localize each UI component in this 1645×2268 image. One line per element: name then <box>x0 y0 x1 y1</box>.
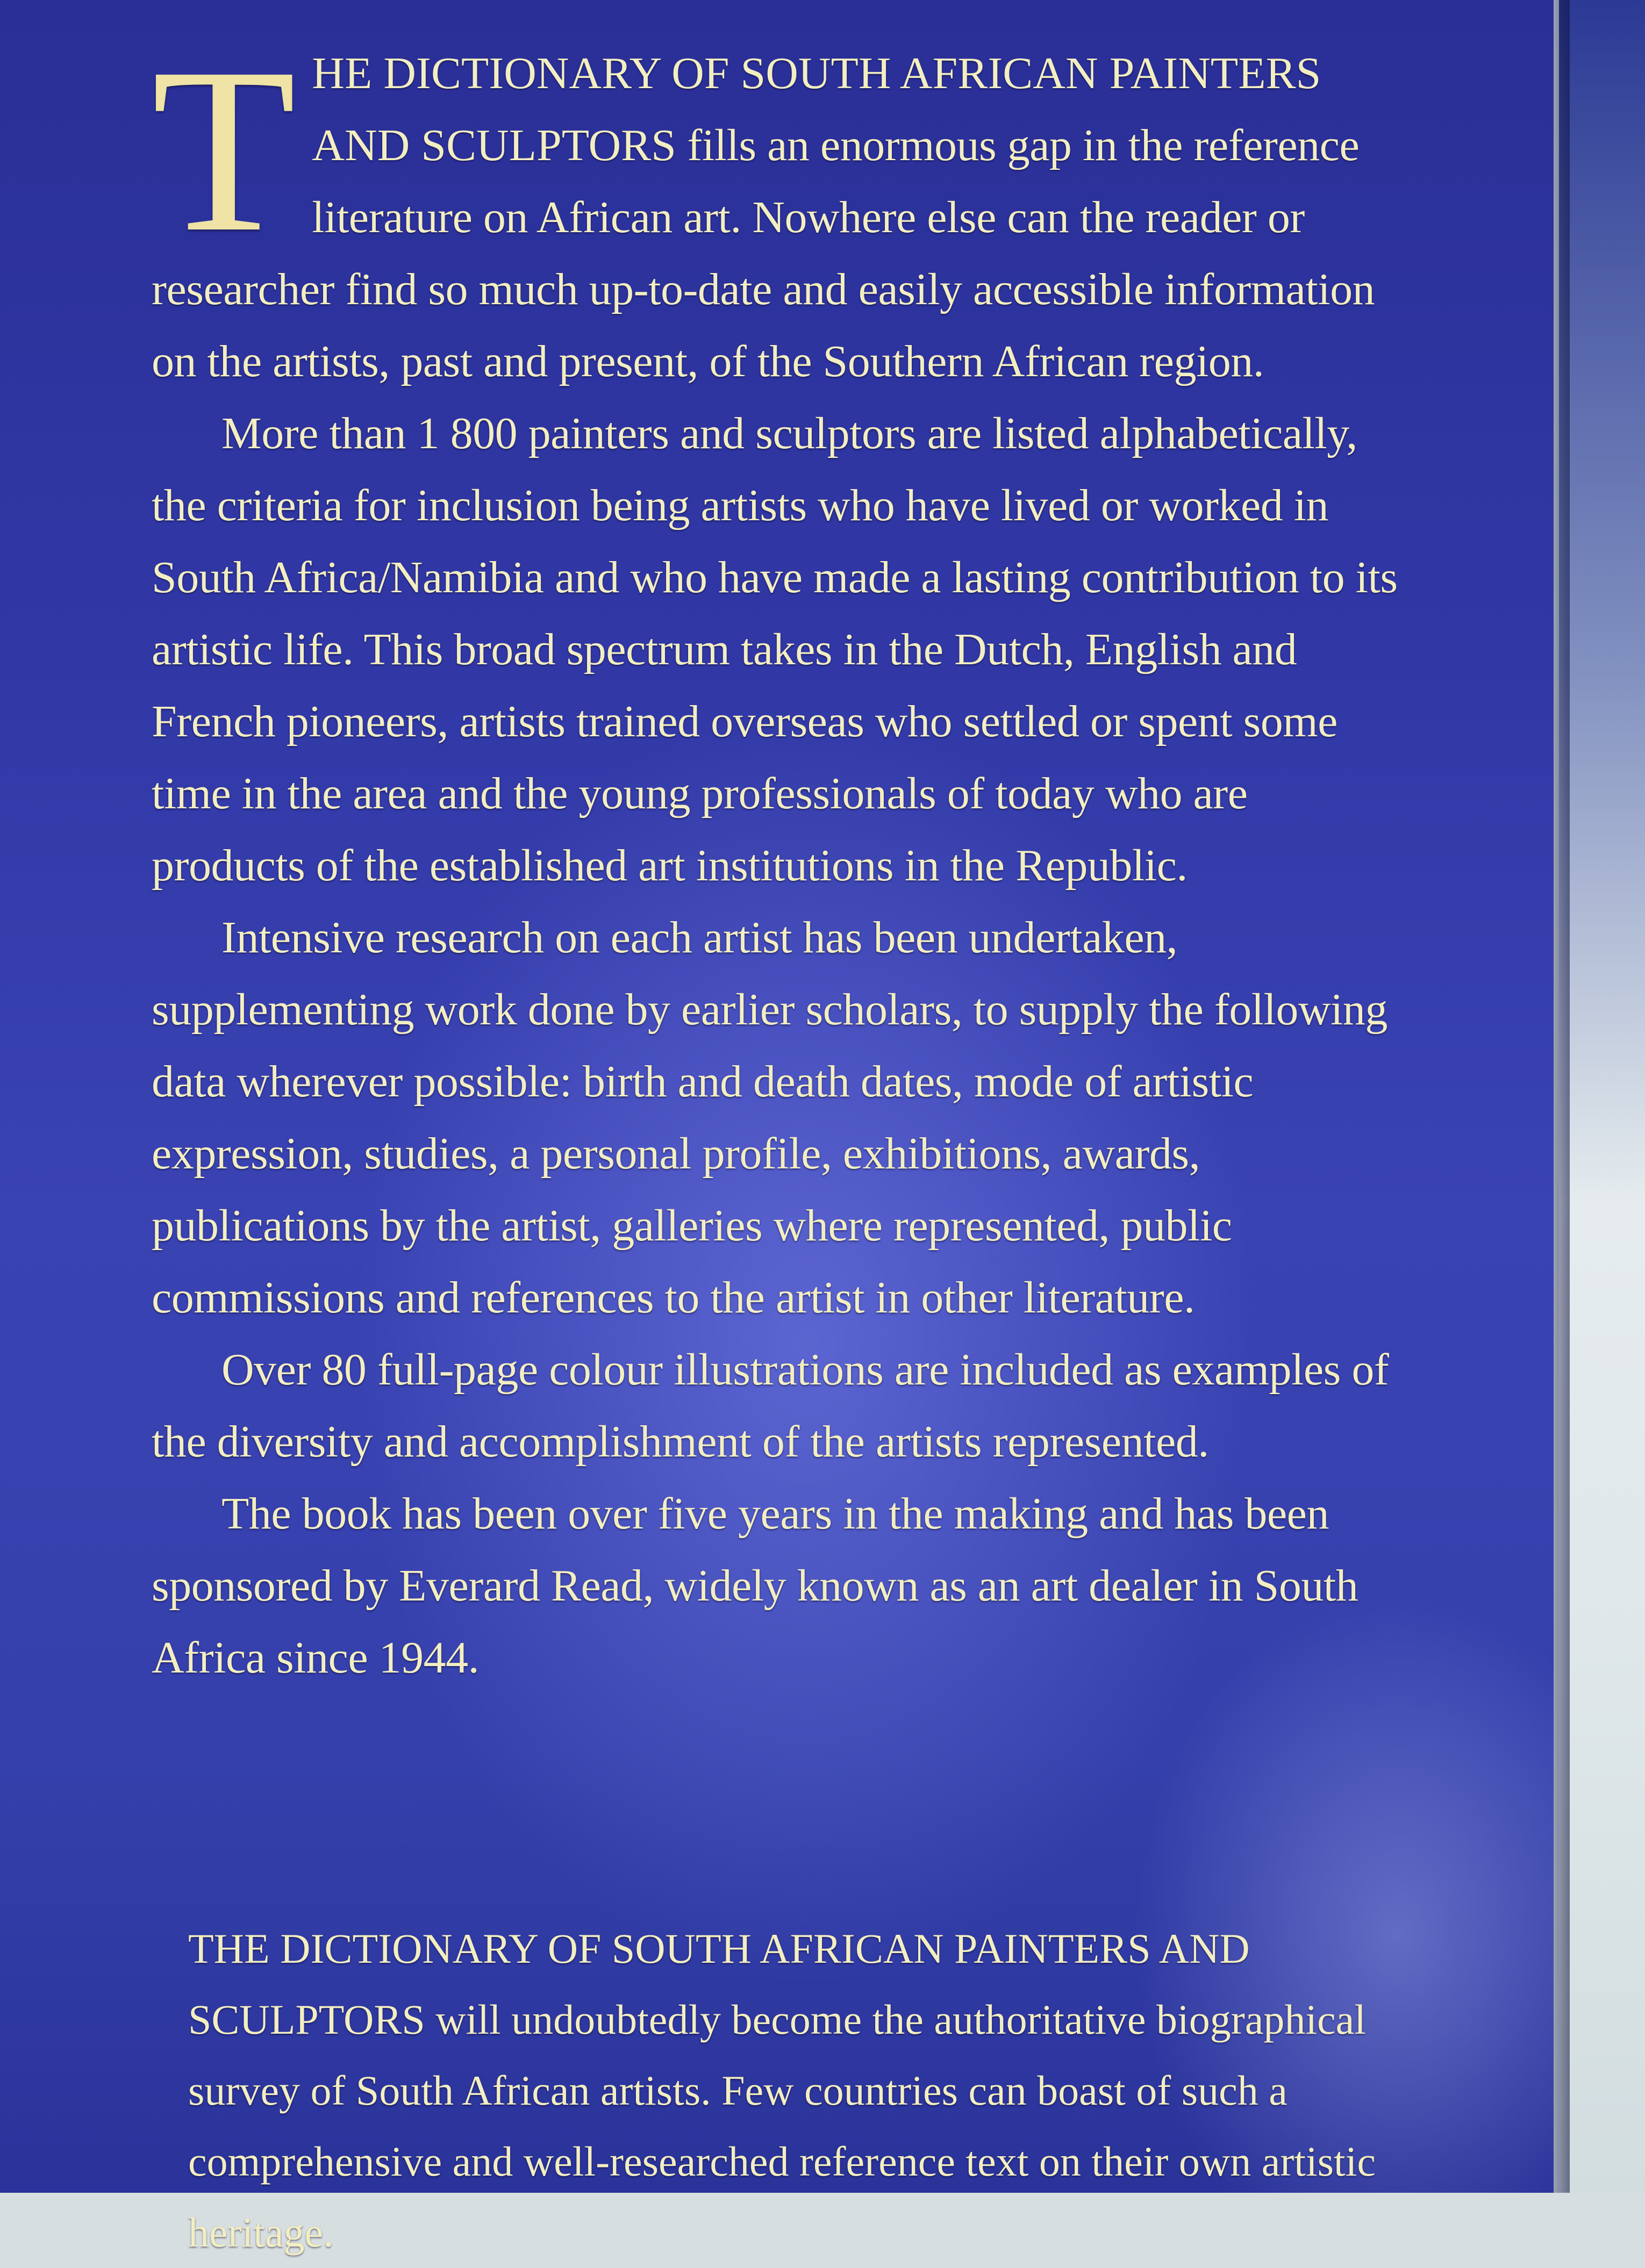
blurb-paragraph-4 <box>152 1334 1399 1478</box>
book-title-lead: HE DICTIONARY OF SOUTH AFRICAN PAINTERS AND SCULPTORS <box>312 48 1321 170</box>
closing-statement <box>188 1913 1451 2268</box>
closing-paragraph <box>188 1913 1451 2268</box>
blurb-paragraph-3 <box>152 902 1399 1334</box>
paragraph-text: Over 80 full-page colour illustrations are included as examples of the diversity and accomplishment of the artists represented. <box>152 1345 1389 1467</box>
paragraph-text: The book has been over five years in the making and has been sponsored by Everard Read, widely known as an art dealer in South Africa since 1944. <box>152 1489 1358 1683</box>
blurb-paragraph-1 <box>152 19 1399 398</box>
background-edge <box>1559 0 1645 2193</box>
blurb-paragraph-2 <box>152 398 1399 902</box>
drop-cap-letter: T <box>152 19 296 281</box>
paragraph-text: will undoubtedly become the authoritative biographical survey of South African artists. Few countries can boast of such a comprehensive and well-researched reference text on their own artistic heritage. <box>188 1996 1376 2256</box>
paragraph-text: Intensive research on each artist has been undertaken, supplementing work done by earlier scholars, to supply the following data wherever possible: birth and death dates, mode of artistic expression, studies, a personal profile, exhibitions, awards, publications by the artist, galleries where represented, public commissions and references to the artist in other literature. <box>152 913 1387 1323</box>
paragraph-text: More than 1 800 painters and sculptors are listed alphabetically, the criteria for inclusion being artists who have lived or worked in South Africa/Namibia and who have made a lasting contribution to its artistic life. This broad spectrum takes in the Dutch, English and French pioneers, artists trained overseas who settled or spent some time in the area and the young professionals of today who are products of the established art institutions in the Republic. <box>152 408 1398 891</box>
book-title-lead: THE DICTIONARY OF SOUTH AFRICAN PAINTERS AND SCULPTORS <box>188 1925 1250 2043</box>
blurb-paragraph-5 <box>152 1478 1399 1694</box>
paragraph-text: fills an enormous gap in the reference literature on African art. Nowhere else can the reader or researcher find so much up-to-date and easily accessible information on the artists, past and present, of the Southern African region. <box>152 120 1375 386</box>
blurb-text <box>152 19 1399 1694</box>
